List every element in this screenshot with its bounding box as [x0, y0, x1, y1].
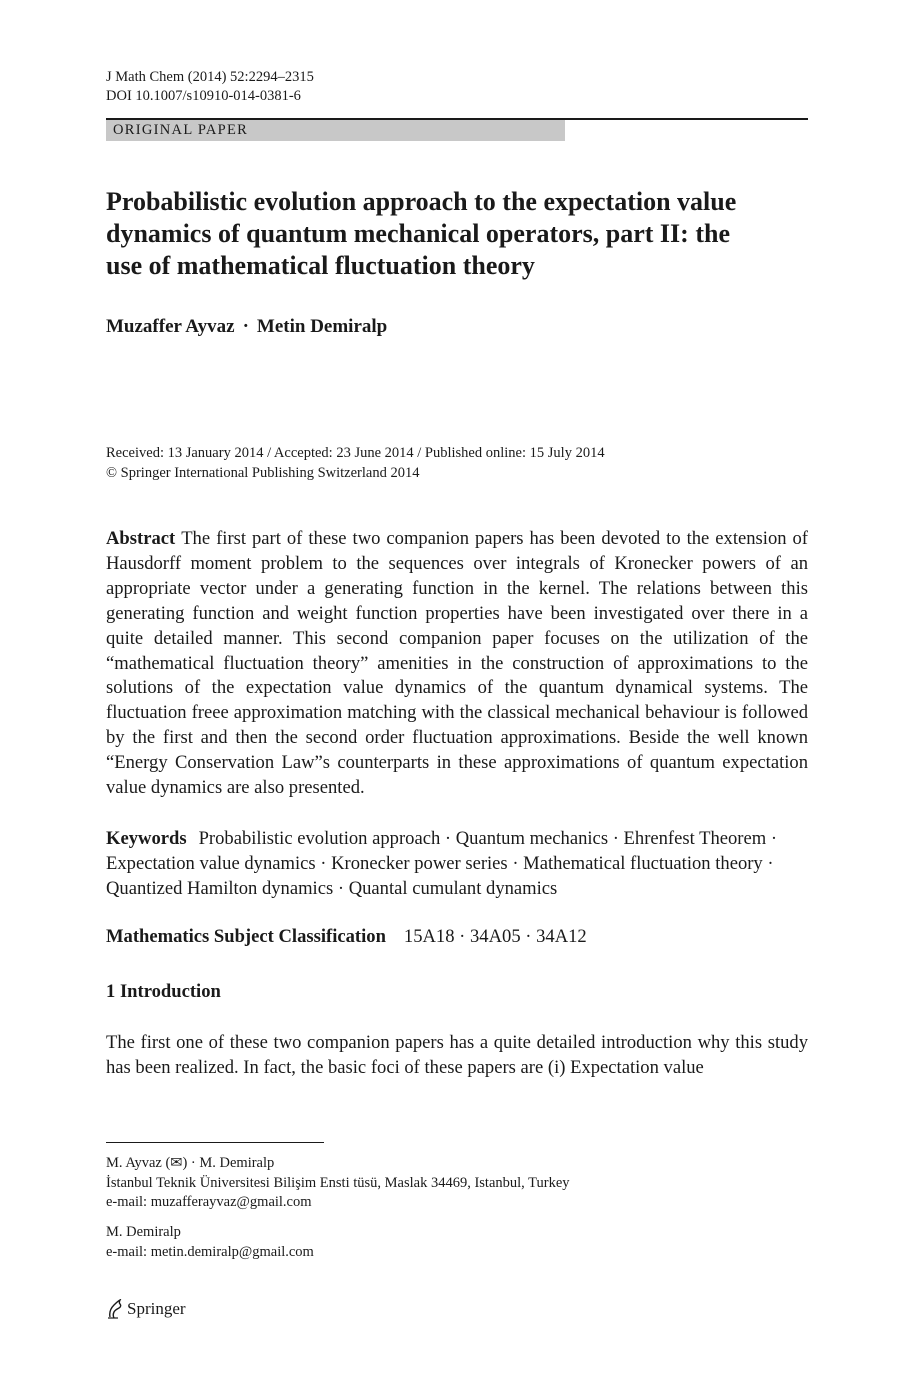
keywords-text: Probabilistic evolution approach · Quantum mechanics · Ehrenfest Theorem · Expectation value dynamics · Kronecker power series · Mathematical fluctuation theory · Quantized Hamilton dynamics · Quantal cumulant dynamics: [106, 828, 778, 899]
msc-label: Mathematics Subject Classification: [106, 926, 386, 947]
article-type-badge: ORIGINAL PAPER: [106, 120, 565, 141]
abstract: [106, 527, 808, 801]
footnote-authors: M. Ayvaz (✉) · M. Demiralp: [106, 1155, 275, 1171]
publisher-name: Springer: [127, 1299, 186, 1318]
author-name[interactable]: Metin Demiralp: [256, 316, 388, 337]
footnote-institution: İstanbul Teknik Üniversitesi Bilişim Ensti tüsü, Maslak 34469, Istanbul, Turkey: [106, 1174, 570, 1191]
journal-doi: DOI 10.1007/s10910-014-0381-6: [106, 88, 301, 104]
keywords: [106, 826, 808, 901]
footnote-email[interactable]: e-mail: metin.demiralp@gmail.com: [106, 1243, 314, 1260]
introduction-text: The first one of these two companion papers has a quite detailed introduction why this study has been realized. In fact, the basic foci of these papers are (i) Expectation value: [106, 1032, 808, 1078]
journal-header: [106, 68, 314, 106]
footnote-second-author: [106, 1223, 314, 1262]
keywords-label: Keywords: [106, 828, 187, 849]
footnote-email[interactable]: e-mail: muzafferayvaz@gmail.com: [106, 1194, 312, 1210]
footnote-author: M. Demiralp: [106, 1224, 181, 1240]
paper-title: Probabilistic evolution approach to the expectation value dynamics of quantum mechanical operators, part II: the use of mathematical fluctuation theory: [106, 187, 737, 280]
abstract-label: Abstract: [106, 528, 176, 549]
author-list: [106, 316, 387, 338]
author-separator: ·: [242, 316, 249, 337]
msc-codes: 15A18 · 34A05 · 34A12: [403, 926, 587, 947]
publication-info: [106, 443, 605, 483]
abstract-text: The first part of these two companion papers has been devoted to the extension of Hausdorff moment problem to the sequences over integrals of Kronecker powers of an appropriate vector under a generating function in the kernel. The relations between this generating function and weight function properties have been investigated over there in a quite detailed manner. This second companion paper focuses on the utilization of the “mathematical fluctuation theory” amenities in the construction of approximations to the solutions of the expectation value dynamics of the quantum dynamical systems. The fluctuation freee approximation matching with the classical mechanical behaviour is followed by the first and then the second order fluctuation approximations. Beside the well known “Energy Conservation Law”s counterparts in these approximations of quantum expectation value dynamics are also presented.: [106, 528, 808, 799]
footnote-affiliation: [106, 1154, 570, 1213]
publication-dates: Received: 13 January 2014 / Accepted: 23 June 2014 / Published online: 15 July 2014: [106, 445, 605, 461]
springer-horse-icon: [106, 1299, 124, 1319]
author-name[interactable]: Muzaffer Ayvaz: [106, 316, 235, 337]
copyright-notice: © Springer International Publishing Switzerland 2014: [106, 465, 420, 481]
footnote-rule: [106, 1142, 324, 1143]
journal-citation: J Math Chem (2014) 52:2294–2315: [106, 69, 314, 85]
section-heading: 1 Introduction: [106, 981, 221, 1002]
publisher-logo: [106, 1299, 186, 1319]
subject-classification: [106, 926, 587, 948]
